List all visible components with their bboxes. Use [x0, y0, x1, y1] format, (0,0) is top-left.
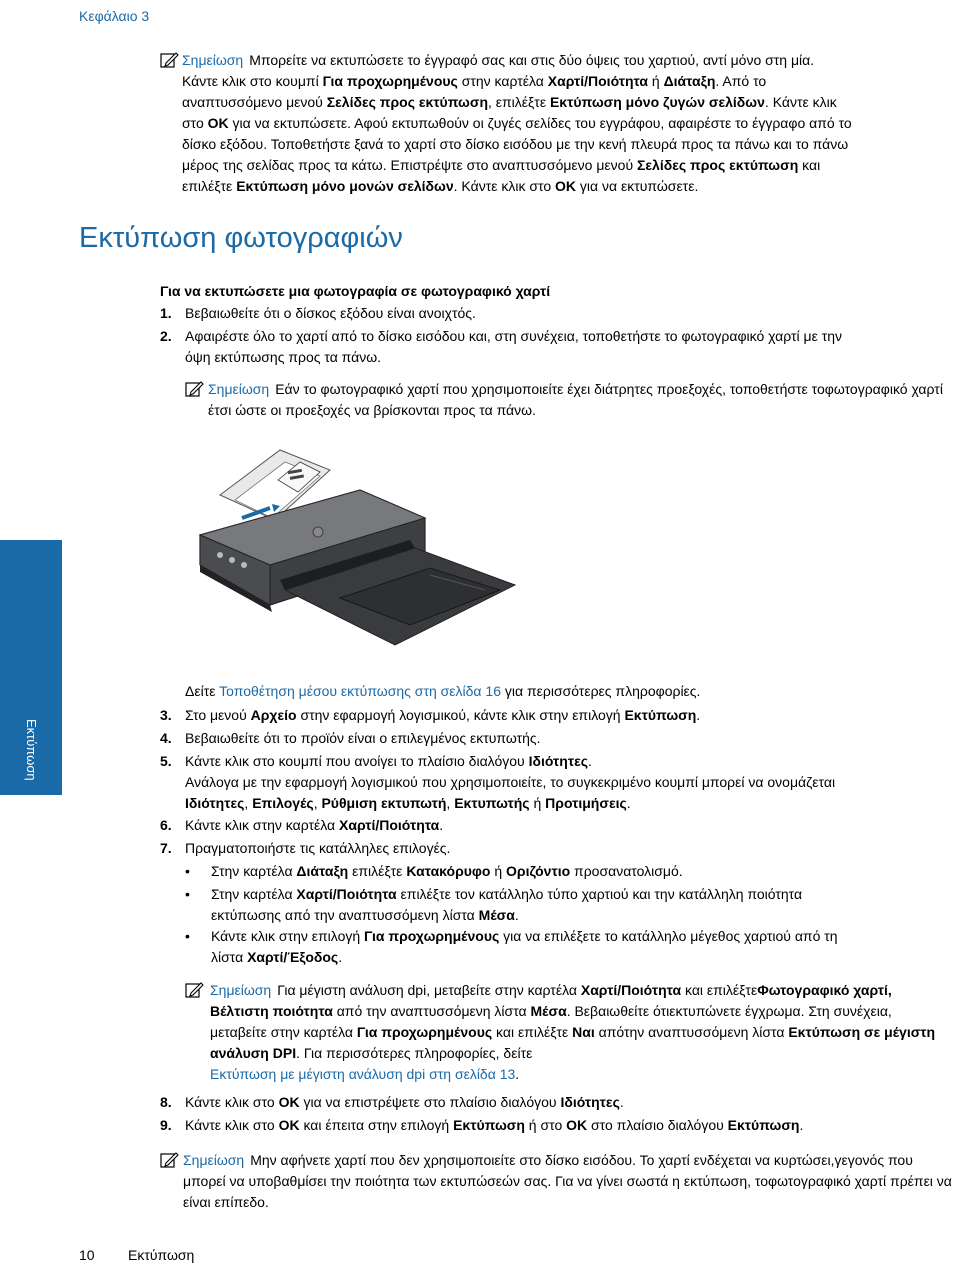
see-also-suffix: για περισσότερες πληροφορίες. — [500, 683, 701, 699]
text-run: . Κάντε κλικ στο — [453, 178, 556, 194]
text-line — [182, 113, 955, 134]
step-text — [160, 1115, 950, 1136]
text-run: μέρος της σελίδας προς τα κάτω. Επιστρέψτε στο αναπτυσσόμενο μενού — [182, 157, 637, 173]
text-run: Εάν το φωτογραφικό χαρτί που χρησιμοποιείτε έχει διάτρητες προεξοχές, τοποθετήστε το — [275, 381, 825, 397]
text-run: επιλέξτε — [348, 863, 407, 879]
text-run: εκτύπωσης από την αναπτυσσόμενη λίστα — [211, 907, 479, 923]
note-label: Σημείωση — [183, 1152, 245, 1168]
see-also-prefix: Δείτε — [185, 683, 220, 699]
text-run: Χαρτί/Ποιότητα — [296, 886, 397, 902]
text-run: Ρύθμιση εκτυπωτή — [321, 795, 447, 811]
text-run: OK — [555, 178, 577, 194]
option-paper-type — [185, 884, 950, 926]
text-run: Για προχωρημένους — [364, 928, 500, 944]
text-run: Στην καρτέλα — [211, 863, 297, 879]
text-line — [211, 947, 950, 968]
page-number: 10 — [79, 1247, 95, 1263]
step-text — [160, 751, 950, 814]
step-number: 7. — [160, 840, 172, 856]
text-run: Εκτύπωση — [453, 1117, 525, 1133]
bullet-icon: • — [185, 928, 190, 944]
text-line — [185, 326, 950, 347]
step-number: 8. — [160, 1094, 172, 1110]
note-icon — [185, 981, 205, 999]
text-run: . — [619, 1094, 624, 1110]
text-line — [185, 705, 950, 726]
text-run: από — [594, 1024, 624, 1040]
text-run: Κατακόρυφο — [406, 863, 491, 879]
note-icon — [160, 51, 180, 69]
text-run: Χαρτί/Ποιότητα — [339, 817, 440, 833]
text-run: στο πλαίσιο διαλόγου — [587, 1117, 728, 1133]
text-line — [185, 772, 950, 793]
text-run: Ιδιότητες — [528, 753, 588, 769]
text-run: , — [244, 795, 253, 811]
text-run: στο — [182, 115, 208, 131]
text-run: επιλέξτε τον κατάλληλο τύπο χαρτιού και την κατάλληλη ποιότητα — [396, 886, 803, 902]
text-run: Μην αφήνετε χαρτί που δεν χρησιμοποιείτε στο δίσκο εισόδου. Το χαρτί ενδέχεται να κυρτώσει, — [250, 1152, 835, 1168]
note-label: Σημείωση — [182, 52, 244, 68]
step-number: 4. — [160, 730, 172, 746]
bullet-icon: • — [185, 886, 190, 902]
text-run: Ανάλογα με την εφαρμογή λογισμικού που χρησιμοποιείτε, το συγκεκριμένο κουμπί μπορεί να ονομάζεται — [185, 774, 836, 790]
text-run: Κάντε κλικ στο κουμπί που ανοίγει το πλαίσιο διαλόγου — [185, 753, 529, 769]
text-run: φωτογραφικό χαρτί έτσι ώστε οι προεξοχές να βρίσκονται προς τα πάνω. — [208, 381, 943, 418]
text-run: Αφαιρέστε όλο το χαρτί από το δίσκο εισόδου και, στη συνέχεια, τοποθετήστε το φωτογραφικό χαρτί με την — [185, 328, 843, 344]
text-run: . — [696, 707, 701, 723]
text-run: Εκτυπωτής — [454, 795, 530, 811]
step-6 — [160, 815, 950, 836]
text-run: Για προχωρημένους — [322, 73, 458, 89]
note-text — [160, 1150, 955, 1213]
text-run: Βεβαιωθείτε ότι ο δίσκος εξόδου είναι ανοιχτός. — [185, 305, 476, 321]
text-run: , επιλέξτε — [488, 94, 550, 110]
text-run: . — [588, 753, 592, 769]
text-run: Μέσα — [478, 907, 515, 923]
printer-illustration — [180, 440, 525, 670]
text-run: OK — [278, 1117, 300, 1133]
step-3 — [160, 705, 950, 726]
text-run: Σελίδες προς εκτύπωση — [326, 94, 488, 110]
step-number: 5. — [160, 753, 172, 769]
text-run: OK — [278, 1094, 300, 1110]
text-run: γεγονός που μπορεί να υποβαθμίσει την ποιότητα των εκτυπώσεών σας. Για να γίνει σωστά η εκτύπωση, το — [183, 1152, 913, 1189]
text-line — [185, 751, 950, 772]
text-run: Ναι — [572, 1024, 595, 1040]
text-run: OK — [207, 115, 229, 131]
procedure-heading: Για να εκτυπώσετε μια φωτογραφία σε φωτογραφικό χαρτί — [160, 283, 551, 299]
chapter-header: Κεφάλαιο 3 — [79, 8, 150, 24]
text-run: Σελίδες προς εκτύπωση — [637, 157, 799, 173]
note-text — [185, 379, 945, 421]
text-run: . Από το — [715, 73, 767, 89]
text-run: . Βεβαιωθείτε ότι — [566, 1003, 670, 1019]
text-run: και επιλέξτε — [681, 982, 758, 998]
text-run: Χαρτί/Έξοδος — [247, 949, 339, 965]
see-also-link[interactable]: Τοποθέτηση μέσου εκτύπωσης στη σελίδα 16 — [219, 683, 501, 699]
text-run: . — [338, 949, 343, 965]
text-line — [182, 71, 955, 92]
text-run: Μέσα — [530, 1003, 567, 1019]
text-run: . Για περισσότερες πληροφορίες, δείτε — [296, 1045, 533, 1061]
text-run: Στο μενού — [185, 707, 251, 723]
text-line — [182, 50, 955, 71]
text-line — [182, 92, 955, 113]
note-text — [160, 50, 955, 197]
text-line — [182, 155, 955, 176]
text-run: στην καρτέλα — [457, 73, 548, 89]
step-text — [160, 728, 950, 749]
text-run: και — [798, 157, 821, 173]
section-title: Εκτύπωση φωτογραφιών — [79, 222, 403, 254]
text-run: Βεβαιωθείτε ότι το προϊόν είναι ο επιλεγμένος εκτυπωτής. — [185, 730, 541, 746]
text-run: και έπειτα στην επιλογή — [299, 1117, 454, 1133]
bullet-text — [185, 884, 950, 926]
text-run: για να επιλέξετε το κατάλληλο μέγεθος χαρτιού από τη — [499, 928, 838, 944]
bullet-text — [185, 926, 950, 968]
text-run: όψη εκτύπωσης προς τα πάνω. — [185, 349, 382, 365]
text-run: Ιδιότητες — [185, 795, 245, 811]
text-run: , — [313, 795, 322, 811]
text-run: Προτιμήσεις — [545, 795, 627, 811]
text-run: , — [446, 795, 455, 811]
step-8 — [160, 1092, 950, 1113]
text-run: . — [626, 795, 631, 811]
step-number: 9. — [160, 1117, 172, 1133]
note-text — [185, 980, 950, 1064]
footer-section: Εκτύπωση — [128, 1247, 195, 1263]
text-run: Πραγματοποιήστε τις κατάλληλες επιλογές. — [185, 840, 451, 856]
text-run: Κάντε κλικ στο κουμπί — [182, 73, 323, 89]
step-text — [160, 838, 950, 859]
step-text — [160, 815, 950, 836]
note-label: Σημείωση — [208, 381, 270, 397]
see-also — [160, 681, 950, 702]
step-number: 3. — [160, 707, 172, 723]
text-run: Κάντε κλικ στην επιλογή — [211, 928, 365, 944]
text-line — [185, 793, 950, 814]
text-line — [182, 134, 955, 155]
text-run: Για μέγιστη ανάλυση dpi, μεταβείτε στην καρτέλα — [277, 982, 581, 998]
step-number: 1. — [160, 305, 172, 321]
text-run: για να εκτυπώσετε. Αφού εκτυπωθούν οι ζυγές σελίδες του εγγράφου, αφαιρέστε το έγγραφο από το — [228, 115, 852, 131]
text-line — [185, 1092, 950, 1113]
text-line — [211, 905, 950, 926]
text-run: Κάντε κλικ στην καρτέλα — [185, 817, 339, 833]
step-number: 6. — [160, 817, 172, 833]
step-text — [160, 705, 950, 726]
step-2 — [160, 326, 950, 368]
text-run: OK — [566, 1117, 588, 1133]
step-text — [160, 303, 950, 324]
text-run: Εκτύπωση — [624, 707, 697, 723]
text-line — [211, 926, 950, 947]
text-run: Κάντε κλικ στο — [185, 1094, 279, 1110]
text-line — [185, 838, 950, 859]
text-run: Φωτογραφικό χαρτί, Βέλτιστη ποιότητα — [210, 982, 892, 1019]
text-run: . — [799, 1117, 804, 1133]
bullet-icon: • — [185, 863, 190, 879]
text-run: για να επιστρέψετε στο πλαίσιο διαλόγου — [299, 1094, 561, 1110]
text-line — [208, 381, 825, 397]
note-icon — [185, 380, 205, 398]
text-run: Εκτύπωση — [727, 1117, 800, 1133]
text-line — [183, 1152, 835, 1168]
text-run: . — [514, 907, 519, 923]
chapter-side-tab-label: Εκτύπωση — [24, 719, 39, 781]
text-run: την αναπτυσσόμενη λίστα — [623, 1024, 789, 1040]
text-run: από την αναπτυσσόμενη λίστα — [332, 1003, 531, 1019]
text-line — [210, 982, 757, 998]
text-run: Εκτύπωση σε μέγιστη ανάλυση DPI — [210, 1024, 936, 1061]
text-line — [182, 176, 955, 197]
text-line — [185, 728, 950, 749]
text-line — [185, 815, 950, 836]
text-run: Κάντε κλικ στο — [185, 1117, 279, 1133]
text-run: εκτυπώνετε έγχρωμα. Στη συνέχεια, μεταβείτε στην καρτέλα — [210, 1003, 892, 1040]
text-run: Εκτύπωση μόνο μονών σελίδων — [236, 178, 454, 194]
text-run: Οριζόντιο — [506, 863, 571, 879]
text-run: ή στο — [524, 1117, 567, 1133]
text-run: Για προχωρημένους — [356, 1024, 493, 1040]
text-run: Μπορείτε να εκτυπώσετε το έγγραφό σας και στις δύο όψεις του χαρτιού, αντί μόνο στη μία. — [249, 52, 815, 68]
text-run: Χαρτί/Ποιότητα — [580, 982, 682, 998]
text-line — [211, 884, 950, 905]
note-label: Σημείωση — [210, 982, 272, 998]
text-run: λίστα — [211, 949, 248, 965]
text-run: και επιλέξτε — [492, 1024, 573, 1040]
step-number: 2. — [160, 328, 172, 344]
text-run: Διάταξη — [296, 863, 349, 879]
text-line — [185, 347, 950, 368]
text-line — [211, 861, 950, 882]
step-5 — [160, 751, 950, 814]
note-link-line — [185, 1064, 950, 1085]
text-run: . — [439, 817, 444, 833]
text-run: Εκτύπωση μόνο ζυγών σελίδων — [549, 94, 765, 110]
text-run: Διάταξη — [663, 73, 716, 89]
note-perforated-tabs — [185, 379, 945, 421]
text-run: ή — [490, 863, 507, 879]
link-suffix: . — [515, 1066, 520, 1082]
step-1 — [160, 303, 950, 324]
bullet-text — [185, 861, 950, 882]
step-9 — [160, 1115, 950, 1136]
text-run: δίσκο εξόδου. Τοποθετήστε ξανά το χαρτί στο δίσκο εισόδου με την κενή πλευρά προς τα πάνω και το πάνω — [182, 136, 849, 152]
option-orientation — [185, 861, 950, 882]
note-unused-paper — [160, 1150, 955, 1213]
note-duplex — [160, 50, 955, 197]
step-text — [160, 326, 950, 368]
text-run: Χαρτί/Ποιότητα — [547, 73, 649, 89]
text-run: για να εκτυπώσετε. — [576, 178, 699, 194]
text-run: επιλέξτε — [182, 178, 237, 194]
text-run: ή — [529, 795, 546, 811]
text-line — [185, 303, 950, 324]
note-icon — [160, 1151, 180, 1169]
text-run: Ιδιότητες — [560, 1094, 620, 1110]
step-4 — [160, 728, 950, 749]
text-line — [185, 1115, 950, 1136]
text-run: Αρχείο — [250, 707, 297, 723]
note-max-dpi — [185, 980, 950, 1085]
text-run: αναπτυσσόμενο μενού — [182, 94, 327, 110]
step-7 — [160, 838, 950, 859]
text-run: στην εφαρμογή λογισμικού, κάντε κλικ στην επιλογή — [296, 707, 625, 723]
option-paper-size — [185, 926, 950, 968]
text-run: ή — [648, 73, 664, 89]
max-dpi-link[interactable]: Εκτύπωση με μέγιστη ανάλυση dpi στη σελίδα 13 — [210, 1066, 516, 1082]
text-run: Στην καρτέλα — [211, 886, 297, 902]
text-run: Επιλογές — [252, 795, 314, 811]
text-run: . Κάντε κλικ — [764, 94, 837, 110]
text-run: προσανατολισμό. — [570, 863, 683, 879]
text-run: φωτογραφικό χαρτί πρέπει να είναι επίπεδο. — [183, 1173, 952, 1210]
step-text — [160, 1092, 950, 1113]
